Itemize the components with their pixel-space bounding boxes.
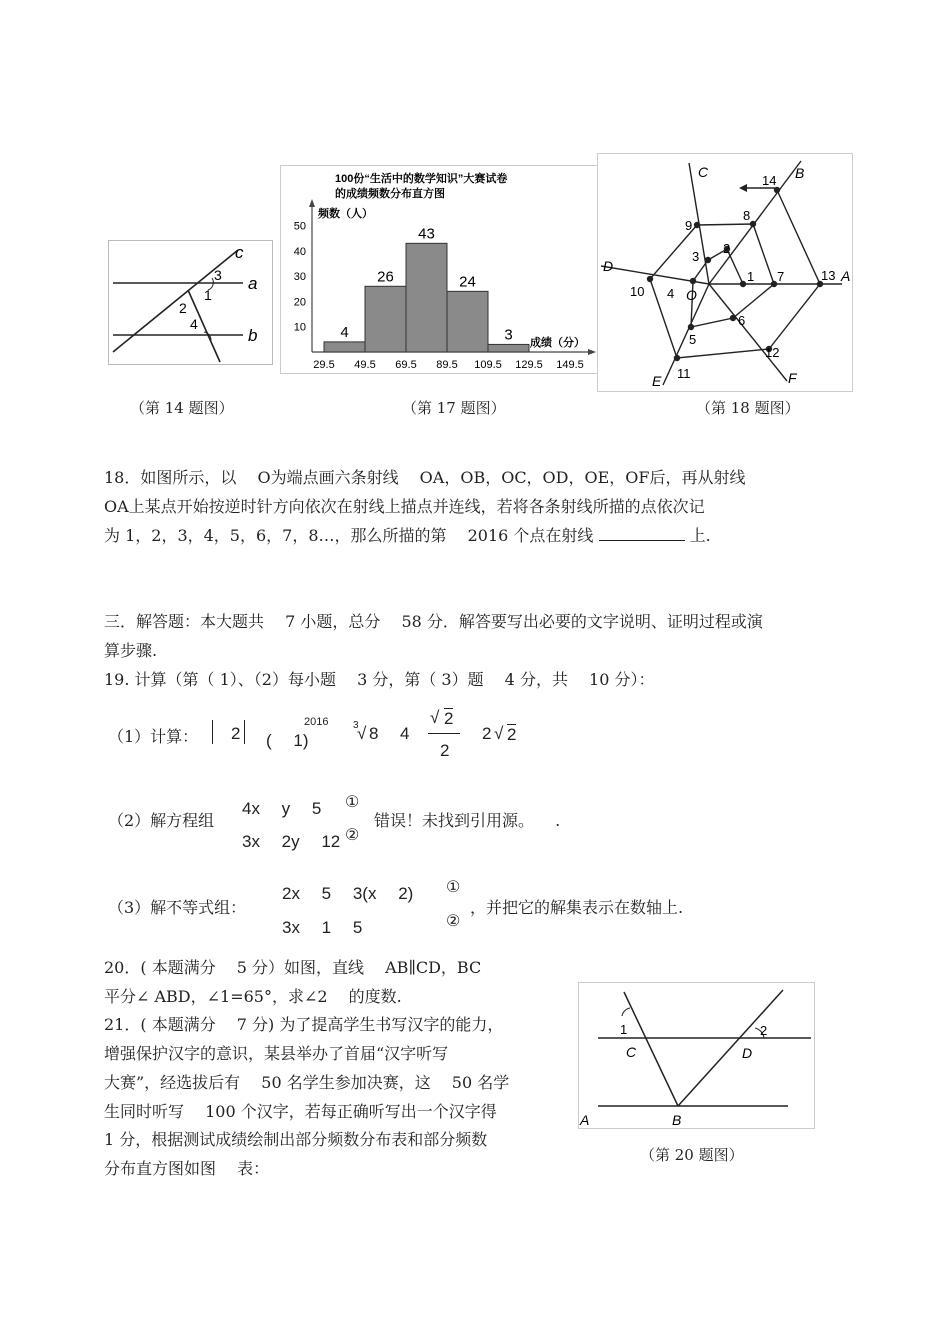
- q19-p2-mark1: ①: [345, 792, 360, 811]
- ray-label-f: F: [788, 370, 797, 386]
- ray-label-b: B: [795, 165, 805, 181]
- figure-20: [578, 982, 816, 1130]
- q19-p3-label: （3）解不等式组：: [108, 898, 247, 917]
- figure-18: [597, 153, 854, 393]
- point-label-10: 10: [630, 284, 645, 299]
- bar-value-label: 43: [418, 225, 435, 243]
- section3-line1: 三．解答题：本大题共 7 小题，总分 58 分．解答要写出必要的文字说明、证明过程或演: [104, 612, 763, 631]
- q21-line2: 增强保护汉字的意识，某县举办了首届“汉字听写: [104, 1044, 449, 1063]
- chart-title-line1: 100份“生活中的数学知识”大赛试卷: [335, 173, 508, 185]
- q19-p3-tail: ，并把它的解集表示在数轴上.: [470, 898, 684, 917]
- fig14-label-3: 3: [214, 267, 222, 283]
- figure-17: [280, 165, 600, 375]
- q19-part2: [108, 790, 578, 850]
- bar-value-label: 24: [459, 273, 476, 291]
- figure-18-diagram: [597, 153, 854, 393]
- x-tick-label: 149.5: [556, 359, 584, 371]
- point-label-4: 4: [667, 286, 675, 301]
- fig20-label-a: A: [580, 1112, 590, 1128]
- histogram-bar: [488, 344, 529, 352]
- y-tick-label: 30: [293, 271, 306, 284]
- x-tick-label: 109.5: [474, 359, 502, 371]
- section3-line2: 算步骤.: [104, 641, 158, 660]
- q21-line3: 大赛”，经选拔后有 50 名学生参加决赛，这 50 名学: [104, 1073, 510, 1092]
- q19-p2-eq1: 4x y 5: [242, 799, 322, 818]
- q18-line3-tail: 上.: [689, 526, 711, 545]
- q21-line4: 生同时听写 100 个汉字，若每正确听写出一个汉字得: [104, 1102, 497, 1121]
- q18-line1: 18．如图所示，以 O为端点画六条射线 OA，OB，OC，OD，OE，OF后，再从射线: [104, 468, 746, 487]
- fraction-bar: [428, 733, 460, 734]
- figure-14-caption: （第 14 题图）: [130, 399, 234, 417]
- q18-answer-blank[interactable]: [599, 526, 685, 541]
- bar-value-label: 26: [377, 268, 394, 286]
- q19-p2-mark2: ②: [345, 825, 360, 844]
- q21-line5: 1 分，根据测试成绩绘制出部分频数分布表和部分频数: [104, 1130, 488, 1149]
- histogram-bar: [365, 286, 406, 352]
- abs-bar-left: [212, 720, 213, 744]
- histogram-chart: [280, 165, 600, 375]
- q19-p1-label: （1）计算：: [108, 727, 199, 746]
- bar-value-label: 4: [340, 323, 349, 341]
- ray-label-d: D: [603, 258, 614, 274]
- point-label-13: 13: [821, 268, 836, 283]
- q19-p1-neg: ( 1): [266, 731, 309, 750]
- q19-p1-frac-num: 2: [444, 709, 454, 728]
- q20-line2: 平分∠ ABD，∠1=65°，求∠2 的度数.: [104, 987, 402, 1006]
- q19-p1-last-coef: 2: [482, 724, 492, 743]
- x-tick-label: 49.5: [354, 359, 376, 371]
- abs-bar-right: [244, 720, 245, 744]
- figure-14-diagram: [108, 240, 273, 365]
- q19-part3: [108, 875, 728, 937]
- fig20-label-1: 1: [620, 1022, 628, 1037]
- figure-20-diagram: [578, 982, 816, 1130]
- bar-value-label: 3: [504, 326, 513, 344]
- x-tick-label: 129.5: [515, 359, 543, 371]
- sqrt-sign-2: √: [430, 708, 440, 727]
- fig20-label-2: 2: [760, 1023, 768, 1038]
- fig20-label-b: B: [672, 1112, 682, 1128]
- fig20-label-c: C: [626, 1044, 637, 1060]
- y-tick-label: 50: [293, 220, 306, 233]
- point-label-6: 6: [738, 313, 746, 328]
- y-tick-label: 10: [293, 321, 306, 334]
- figure-14: [108, 240, 273, 365]
- q19-p3-mark2: ②: [446, 911, 461, 930]
- q19-p3-mark1: ①: [446, 877, 461, 896]
- sqrt-sign-1: √: [357, 724, 367, 743]
- figure-18-caption: （第 18 题图）: [696, 399, 800, 417]
- q19-p1-last-arg: 2: [507, 725, 517, 744]
- fig14-label-a: a: [248, 274, 258, 293]
- q19-part1: [108, 708, 538, 768]
- point-label-7: 7: [777, 269, 785, 284]
- point-label-3: 3: [692, 249, 700, 264]
- point-label-14: 14: [762, 173, 777, 188]
- q21-line1: 21．( 本题满分 7 分) 为了提高学生书写汉字的能力，: [104, 1015, 504, 1034]
- q19-p3-eq2: 3x 1 5: [282, 918, 363, 937]
- figure-17-caption: （第 17 题图）: [402, 399, 506, 417]
- q19-title: 19. 计算（第（ 1）、（2）每小题 3 分，第（ 3）题 4 分，共 10 分）：: [104, 670, 655, 689]
- q20-line1: 20．( 本题满分 5 分）如图，直线 AB∥CD，BC: [104, 958, 482, 977]
- point-label-5: 5: [689, 332, 697, 347]
- ray-label-e: E: [652, 373, 662, 389]
- fig14-label-1: 1: [204, 287, 212, 303]
- histogram-bar: [324, 342, 365, 352]
- y-tick-label: 40: [293, 245, 306, 258]
- q19-p2-eq2: 3x 2y 12: [242, 832, 341, 851]
- q19-p2-label: （2）解方程组: [108, 811, 215, 830]
- point-label-2: 2: [723, 241, 731, 256]
- point-label-12: 12: [765, 345, 780, 360]
- q19-p1-exp: 2016: [304, 716, 329, 728]
- point-label-8: 8: [743, 208, 751, 223]
- ray-label-o: O: [686, 287, 697, 303]
- histogram-bar: [447, 291, 488, 352]
- q19-p2-tail: 错误！未找到引用源。 .: [374, 811, 561, 830]
- q21-line6: 分布直方图如图 表：: [104, 1159, 270, 1178]
- q18-line2: OA上某点开始按逆时针方向依次在射线上描点并连线，若将各条射线所描的点依次记: [104, 497, 705, 516]
- x-tick-label: 89.5: [436, 359, 458, 371]
- q19-p1-abs: 2: [231, 724, 241, 743]
- chart-title-line2: 的成绩频数分布直方图: [335, 188, 445, 200]
- point-label-1: 1: [747, 269, 755, 284]
- q18-line3-text: 为 1，2，3，4，5，6，7，8…，那么所描的第 2016 个点在射线: [104, 526, 594, 545]
- point-label-11: 11: [677, 366, 691, 381]
- ray-label-a: A: [841, 268, 851, 284]
- fig14-label-4: 4: [190, 316, 198, 332]
- chart-x-axis-label: 成绩（分）: [530, 337, 585, 349]
- fig14-label-b: b: [248, 326, 258, 345]
- q19-p3-eq1: 2x 5 3(x 2): [282, 884, 414, 903]
- histogram-bar: [406, 243, 447, 352]
- chart-y-axis-label: 频数（人）: [318, 208, 373, 220]
- fig20-label-d: D: [742, 1045, 753, 1061]
- point-label-9: 9: [685, 218, 693, 233]
- q19-p1-root-arg: 8: [369, 724, 379, 743]
- q19-p1-frac-den: 2: [440, 741, 450, 760]
- fig14-label-c: c: [235, 243, 244, 262]
- figure-20-caption: （第 20 题图）: [640, 1146, 744, 1164]
- ray-label-c: C: [698, 164, 709, 180]
- y-tick-label: 20: [293, 296, 306, 309]
- q18-line3: [104, 523, 711, 546]
- x-tick-label: 29.5: [313, 359, 335, 371]
- x-tick-label: 69.5: [395, 359, 417, 371]
- fig14-label-2: 2: [179, 300, 187, 316]
- q19-p1-root-index: 3: [353, 720, 359, 731]
- sqrt-sign-3: √: [494, 724, 504, 743]
- q19-p1-four: 4: [400, 724, 410, 743]
